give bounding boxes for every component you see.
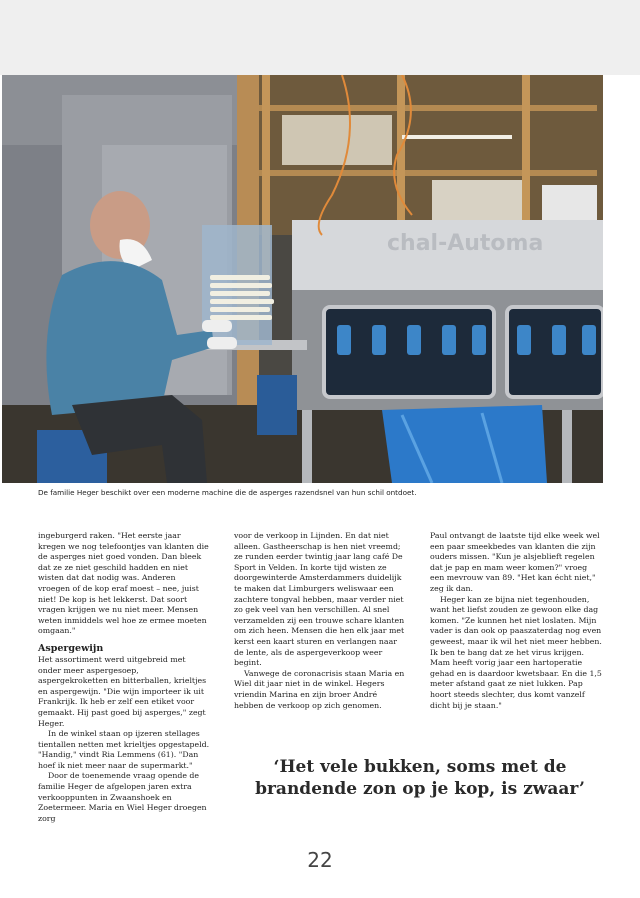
paragraph: Door de toenemende vraag opende de familie Heger de afgelopen jaren extra verkooppunten in Zwaanshoek en Zoetermeer. Maria en Wiel Heger droegen zorg	[38, 771, 207, 823]
paragraph: ingeburgerd raken. "Het eerste jaar kregen we nog telefoontjes van klanten die de asperges niet goed vonden. Dan bleek dat ze ze niet geschild hadden en niet wisten dat dat nodig was. Anderen vroegen of de kop eraf moest – nee, juist niet! De kop is het lekkerst. Dat soort vragen krijgen we nu niet meer. Mensen weten inmiddels wel hoe ze ermee moeten omgaan."	[38, 531, 209, 636]
paragraph: In de winkel staan op ijzeren stellages tientallen netten met krieltjes opgestapeld. "Handig," vindt Ria Lemmens (61). "Dan hoef ik niet meer naar de supermarkt."	[38, 729, 210, 770]
article-column-2	[234, 531, 406, 711]
subheading: Aspergewijn	[38, 642, 104, 654]
paragraph: voor de verkoop in Lijnden. En dat niet alleen. Gastheerschap is hen niet vreemd; ze runden eerder twintig jaar lang café De Sport in Velden. In korte tijd wisten ze doorgewinterde Amsterdammers duidelijk te maken dat Limburgers weliswaar een zachtere tongval hebben, maar verder niet zo gek veel van hen verschillen. Al snel verzamelden zij een trouwe schare klanten om zich heen. Mensen die hen elk jaar met kerst een kaart sturen en verlangen naar de lente, als de aspergeverkoop weer begint.	[234, 531, 405, 668]
viewer-top-bar	[0, 0, 640, 75]
article-column-1	[38, 531, 210, 824]
paragraph: Paul ontvangt de laatste tijd elke week wel een paar smeekbedes van klanten die zijn ouders missen. "Kun je alsjeblieft regelen dat je pap en mam weer komen?" vroeg een mevrouw van 89. "Het kan écht niet," zeg ik dan.	[430, 531, 600, 593]
paragraph: Heger kan ze bijna niet tegenhouden, want het liefst zouden ze gewoon elke dag komen. "Ze kunnen het niet loslaten. Mijn vader is dan ook op paaszaterdag nog even geweest, maar ik wil het niet meer hebben. Ik ben te bang dat ze het virus krijgen. Mam heeft vorig jaar een hartoperatie gehad en is daardoor kwetsbaar. En die 1,5 meter afstand gaat ze niet lukken. Pap hoort steeds slechter, dus komt vanzelf dicht bij je staan."	[430, 594, 602, 710]
asparagus-machine-photo	[2, 75, 603, 483]
photo-caption: De familie Heger beschikt over een moderne machine die de asperges razendsnel van hun schil ontdoet.	[38, 488, 417, 497]
pull-quote-line: ‘Het vele bukken, soms met de	[273, 757, 567, 777]
paragraph: Vanwege de coronacrisis staan Maria en Wiel dit jaar niet in de winkel. Hegers vriendin Marina en zijn broer André hebben de verkoop op zich genomen.	[234, 668, 405, 710]
pull-quote	[250, 756, 590, 800]
paragraph: Het assortiment werd uitgebreid met onder meer aspergesoep, aspergekroketten en bitterballen, krieltjes en aspergewijn. "Die wijn importeer ik uit Frankrijk. Ik heb er zelf een etiket voor gemaakt. Hij past goed bij asperges," zegt Heger.	[38, 654, 207, 728]
article-column-3	[430, 531, 602, 711]
pull-quote-line: brandende zon op je kop, is zwaar’	[255, 779, 585, 799]
machine-label: chal-Automa	[387, 231, 544, 256]
article-photo	[2, 75, 603, 483]
page-number: 22	[307, 848, 333, 872]
